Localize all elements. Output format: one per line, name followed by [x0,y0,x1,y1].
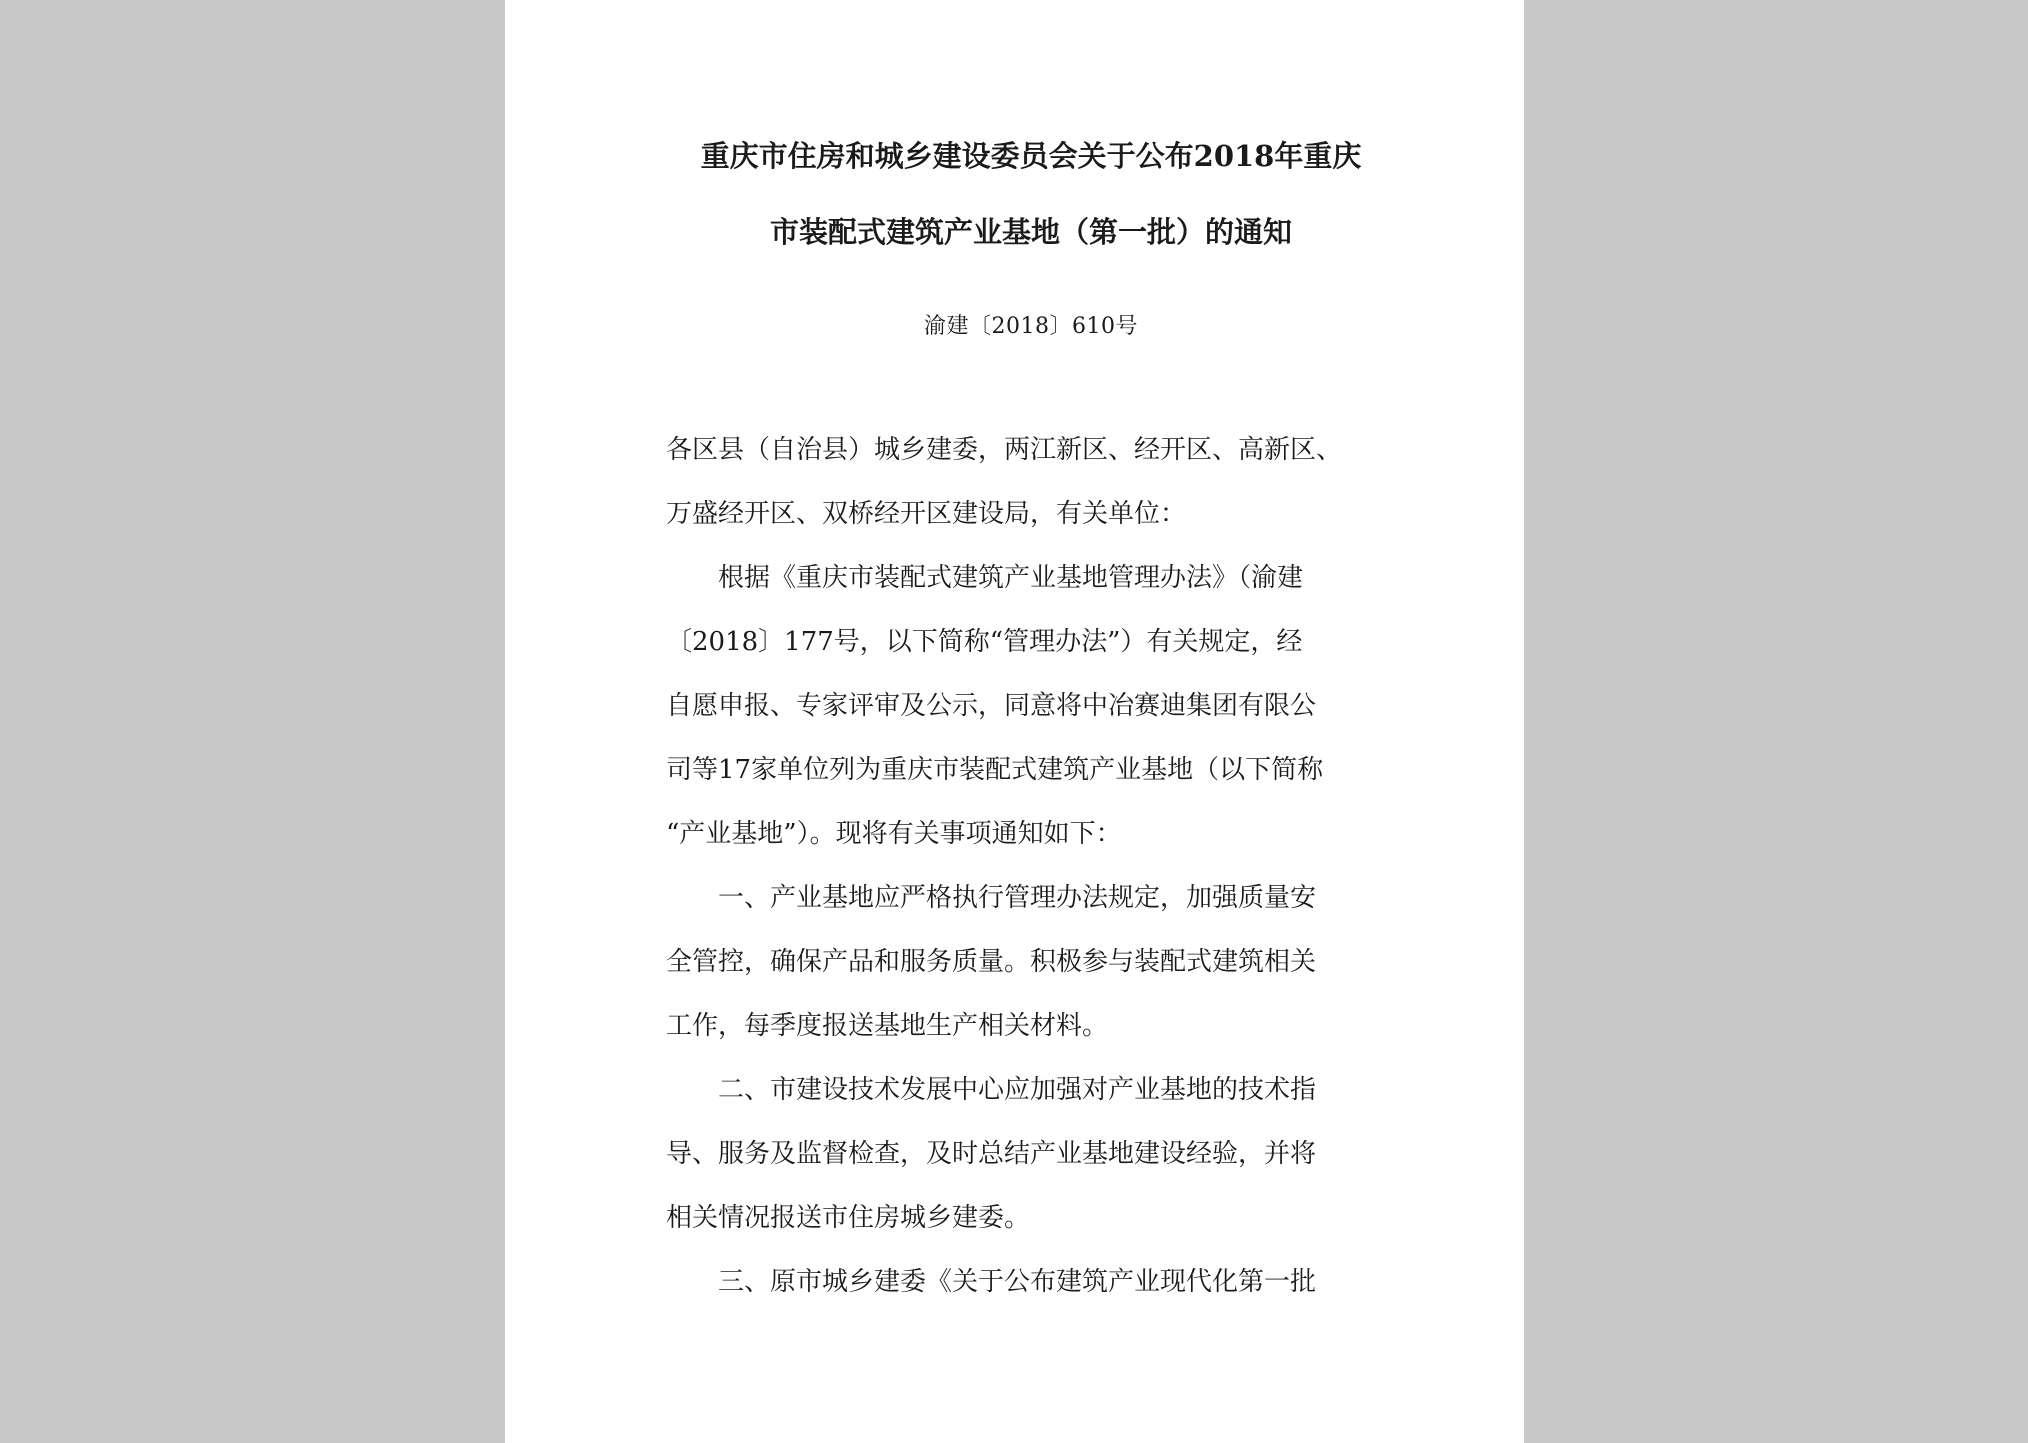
document-page [505,0,1524,1443]
body-line: 司等17家单位列为重庆市装配式建筑产业基地（以下简称 [666,755,1324,785]
body-line: 相关情况报送市住房城乡建委。 [666,1203,1031,1233]
body-line: 全管控，确保产品和服务质量。积极参与装配式建筑相关 [666,947,1317,977]
body-line: 工作，每季度报送基地生产相关材料。 [666,1011,1109,1041]
body-line: 各区县（自治县）城乡建委，两江新区、经开区、高新区、 [666,435,1343,465]
body-line: 根据《重庆市装配式建筑产业基地管理办法》（渝建 [718,563,1304,593]
document-body [666,418,1396,1314]
body-line: 导、服务及监督检查，及时总结产业基地建设经验，并将 [666,1139,1317,1169]
title-line-1: 重庆市住房和城乡建设委员会关于公布2018年重庆 [700,139,1362,173]
body-line: 三、原市城乡建委《关于公布建筑产业现代化第一批 [718,1267,1317,1297]
body-line: 一、产业基地应严格执行管理办法规定，加强质量安 [718,883,1317,913]
page-content [666,118,1396,1314]
document-number: 渝建〔2018〕610号 [924,314,1138,339]
body-line: 自愿申报、专家评审及公示，同意将中冶赛迪集团有限公 [666,691,1317,721]
body-line: 万盛经开区、双桥经开区建设局，有关单位： [666,499,1187,529]
body-line: 〔2018〕177号，以下简称“管理办法”）有关规定，经 [666,627,1303,657]
title-line-2: 市装配式建筑产业基地（第一批）的通知 [769,215,1292,249]
document-title [666,118,1396,270]
body-line: 二、市建设技术发展中心应加强对产业基地的技术指 [718,1075,1317,1105]
body-line: “产业基地”）。现将有关事项通知如下： [666,819,1122,849]
